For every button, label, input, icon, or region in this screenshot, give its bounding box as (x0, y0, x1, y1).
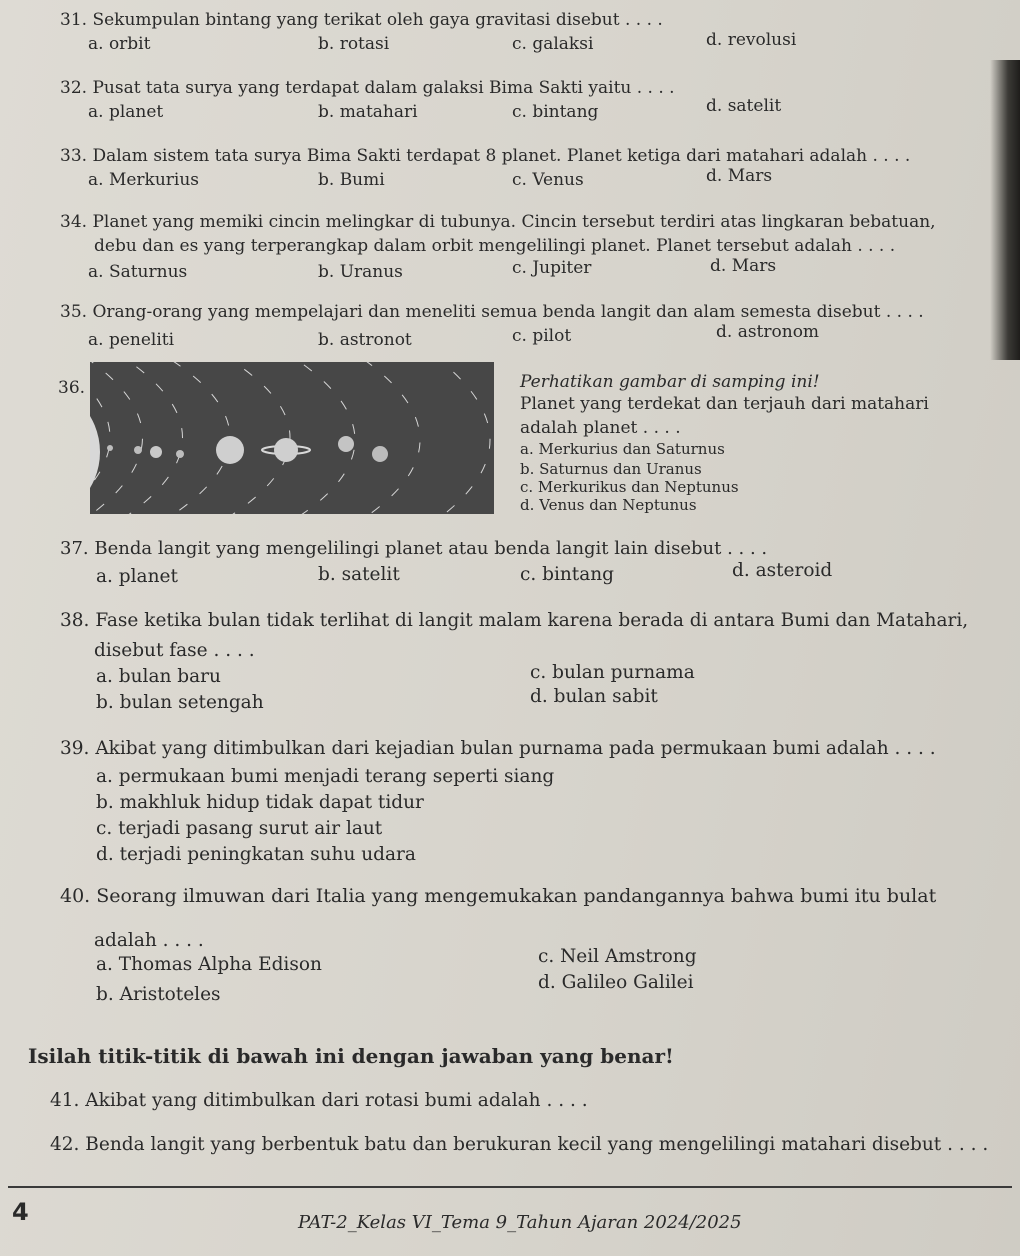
option-d: d. revolusi (706, 30, 797, 50)
question-33 (60, 146, 910, 167)
question-number: 32. (60, 78, 88, 98)
planet-3 (150, 446, 162, 458)
question-32 (60, 78, 675, 99)
planet-2 (134, 446, 142, 454)
footer-divider (8, 1186, 1012, 1188)
question-34 (60, 212, 936, 233)
question-text: Planet yang memiki cincin melingkar di tubunya. Cincin tersebut terdiri atas lingkaran bebatuan, (92, 212, 936, 232)
option-c: c. Neil Amstrong (538, 946, 697, 967)
question-number: 33. (60, 146, 88, 166)
option-b: b. Saturnus dan Uranus (520, 460, 702, 478)
option-a: a. Merkurius (88, 170, 200, 190)
planet-1 (107, 445, 113, 451)
option-a: a. orbit (88, 34, 151, 54)
option-c: c. Jupiter (512, 258, 592, 278)
solar-system-image (90, 362, 494, 514)
option-d: d. terjadi peningkatan suhu udara (96, 844, 416, 865)
option-b: b. makhluk hidup tidak dapat tidur (96, 792, 424, 813)
option-c: c. galaksi (512, 34, 594, 54)
planet-7 (338, 436, 354, 452)
option-d: d. satelit (706, 96, 782, 116)
question-text: Benda langit yang mengelilingi planet atau benda langit lain disebut . . . . (94, 538, 768, 559)
question-text: Fase ketika bulan tidak terlihat di langit malam karena berada di antara Bumi dan Matahari, (95, 610, 969, 631)
planet-5 (216, 436, 244, 464)
option-a: a. peneliti (88, 330, 175, 350)
option-b: b. bulan setengah (96, 692, 264, 713)
option-d: d. asteroid (732, 560, 833, 581)
question-number: 39. (60, 738, 90, 759)
question-36-instruction: Perhatikan gambar di samping ini! (520, 372, 820, 392)
footer-title: PAT-2_Kelas VI_Tema 9_Tahun Ajaran 2024/2025 (298, 1212, 742, 1233)
question-42: 42. Benda langit yang berbentuk batu dan berukuran kecil yang mengelilingi matahari disebut . . . . (50, 1134, 989, 1155)
option-d: d. Venus dan Neptunus (520, 496, 697, 514)
option-d: d. bulan sabit (530, 686, 658, 707)
question-36-line3: adalah planet . . . . (520, 418, 681, 438)
option-b: b. Aristoteles (96, 984, 221, 1005)
question-34-line2: debu dan es yang terperangkap dalam orbit mengelilingi planet. Planet tersebut adalah . . . . (94, 236, 896, 256)
question-text: Akibat yang ditimbulkan dari kejadian bulan purnama pada permukaan bumi adalah . . . . (95, 738, 936, 759)
question-31 (60, 10, 663, 31)
image-background (90, 362, 494, 514)
question-36-number: 36. (58, 378, 86, 398)
planet-8 (372, 446, 388, 462)
option-a: a. planet (88, 102, 164, 122)
question-number: 34. (60, 212, 88, 232)
page-number: 4 (12, 1198, 29, 1226)
option-a: a. permukaan bumi menjadi terang seperti siang (96, 766, 555, 787)
option-d: d. Mars (710, 256, 777, 276)
question-number: 37. (60, 538, 89, 559)
option-c: c. bulan purnama (530, 662, 695, 683)
question-39 (60, 738, 936, 759)
question-text: Dalam sistem tata surya Bima Sakti terdapat 8 planet. Planet ketiga dari matahari adalah . . . . (92, 146, 911, 166)
question-text: Seorang ilmuwan dari Italia yang mengemukakan pandangannya bahwa bumi itu bulat (96, 885, 937, 907)
option-c: c. terjadi pasang surut air laut (96, 818, 383, 839)
option-c: c. bintang (520, 564, 615, 585)
question-40 (60, 886, 936, 907)
page-edge-shadow (990, 60, 1020, 360)
option-a: a. planet (96, 566, 178, 587)
option-d: d. Mars (706, 166, 773, 186)
option-a: a. Thomas Alpha Edison (96, 954, 322, 975)
question-41: 41. Akibat yang ditimbulkan dari rotasi bumi adalah . . . . (50, 1090, 588, 1111)
question-38-line2: disebut fase . . . . (94, 640, 255, 661)
option-b: b. Uranus (318, 262, 403, 282)
question-number: 38. (60, 610, 90, 631)
question-number: 40. (60, 885, 91, 907)
question-38 (60, 610, 968, 631)
option-c: c. pilot (512, 326, 572, 346)
question-35 (60, 302, 924, 323)
option-a: a. Saturnus (88, 262, 188, 282)
option-a: a. Merkurius dan Saturnus (520, 440, 725, 458)
question-text: Pusat tata surya yang terdapat dalam galaksi Bima Sakti yaitu . . . . (92, 78, 675, 98)
option-a: a. bulan baru (96, 666, 221, 687)
option-b: b. matahari (318, 102, 418, 122)
question-number: 31. (60, 10, 88, 30)
question-number: 35. (60, 302, 88, 322)
option-d: d. Galileo Galilei (538, 972, 694, 993)
option-b: b. Bumi (318, 170, 385, 190)
option-c: c. bintang (512, 102, 599, 122)
option-b: b. rotasi (318, 34, 390, 54)
option-c: c. Merkurikus dan Neptunus (520, 478, 739, 496)
question-40-line2: adalah . . . . (94, 930, 204, 951)
planet-6 (274, 438, 298, 462)
option-b: b. astronot (318, 330, 412, 350)
option-b: b. satelit (318, 564, 400, 585)
fill-in-instruction: Isilah titik-titik di bawah ini dengan jawaban yang benar! (28, 1044, 674, 1068)
question-text: Orang-orang yang mempelajari dan meneliti semua benda langit dan alam semesta disebut . . . . (92, 302, 924, 322)
option-d: d. astronom (716, 322, 820, 342)
question-text: Sekumpulan bintang yang terikat oleh gaya gravitasi disebut . . . . (92, 10, 663, 30)
question-36-line2: Planet yang terdekat dan terjauh dari matahari (520, 394, 929, 414)
question-37 (60, 538, 767, 559)
option-c: c. Venus (512, 170, 584, 190)
planet-4 (176, 450, 184, 458)
